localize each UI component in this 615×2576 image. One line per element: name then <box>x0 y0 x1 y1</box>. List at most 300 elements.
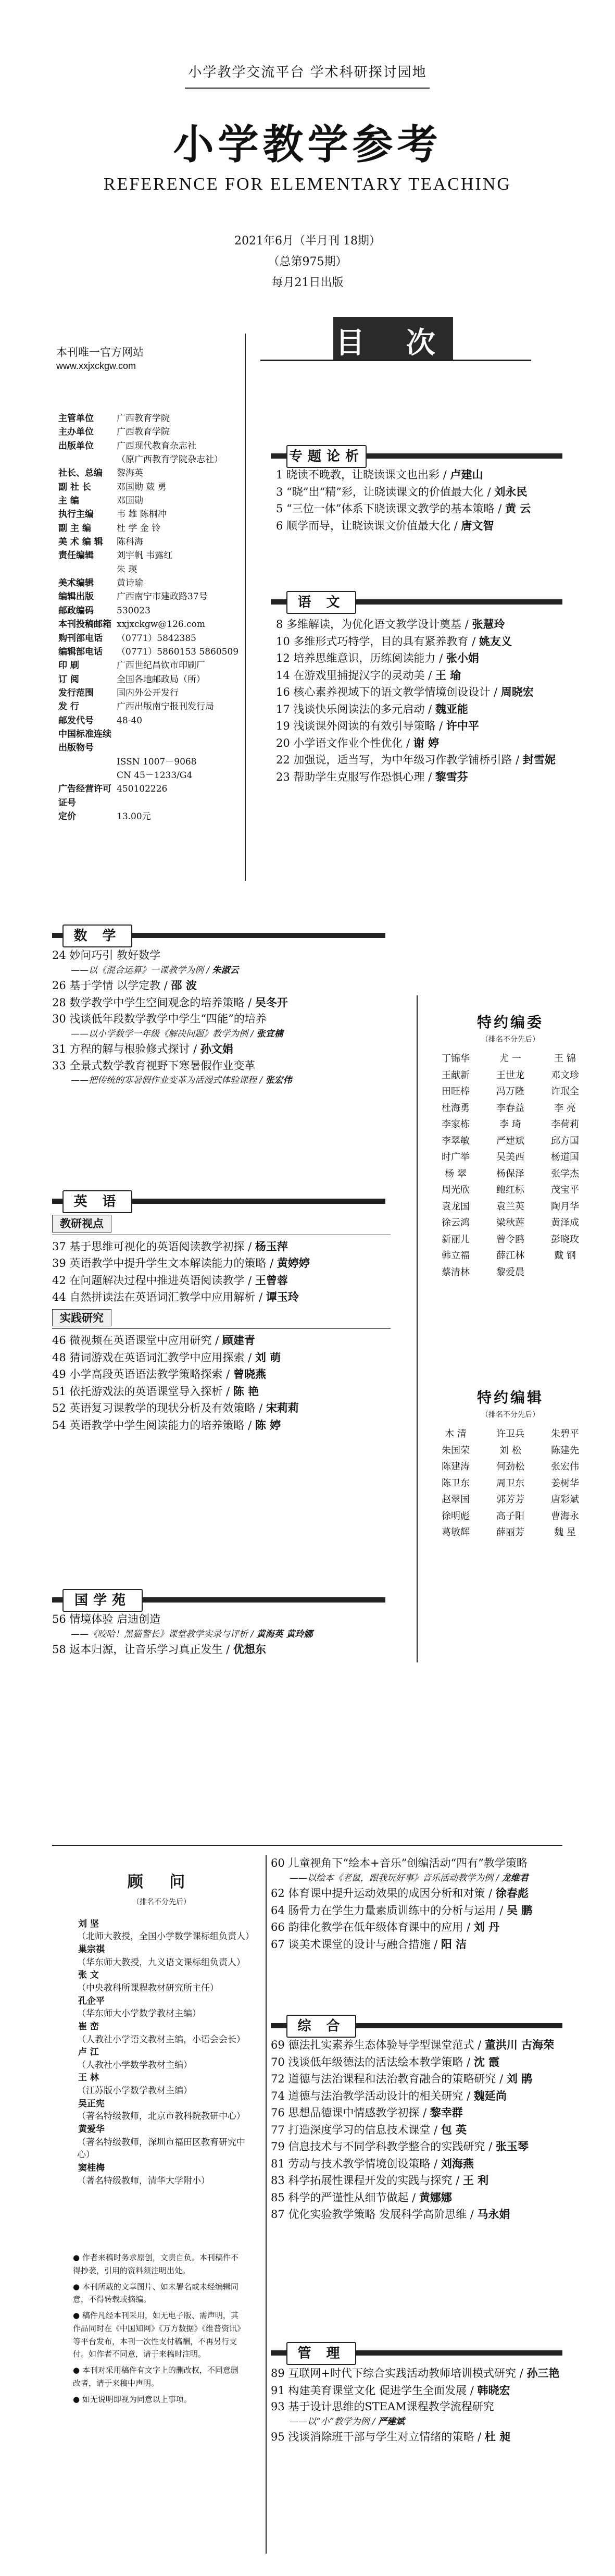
toc-author: 张宜楠 <box>256 1028 283 1039</box>
committee-name: 戴 钢 <box>554 1250 576 1261</box>
committee-name: 李春益 <box>496 1102 524 1114</box>
toc-item[interactable]: 8 多维解读，为优化语文教学设计奠基 / 张慧玲 <box>276 618 505 631</box>
toc-item[interactable]: 85 科学的严谨性从细节做起 / 黄娜娜 <box>271 2190 452 2204</box>
toc-author: 包 英 <box>441 2123 467 2136</box>
toc-item[interactable] <box>52 1058 391 1075</box>
advisor-desc: （著名特级教师，深圳市福田区教育研究中心） <box>77 2137 245 2161</box>
committee-name: 鲍红标 <box>496 1185 524 1195</box>
toc-item[interactable]: 66 韵律化教学在低年级体育课中的应用 / 刘 丹 <box>271 1920 500 1933</box>
committee-name: 韩立福 <box>442 1250 470 1261</box>
toc-item[interactable]: 31 方程的解与根验修式探讨 / 孙文娟 <box>52 1042 233 1055</box>
committee-row <box>440 1051 581 1067</box>
info-row <box>58 576 246 590</box>
toc-subtitle[interactable]: ——以《混合运算》一课教学为例 / 朱淑云 <box>71 965 239 976</box>
toc-author: 张慧玲 <box>472 618 505 631</box>
info-row <box>58 480 246 494</box>
info-value: 朱 瑛 <box>117 564 137 575</box>
info-key: 订 阅 <box>58 674 79 685</box>
info-value: 广西出版南宁报刊发行局 <box>117 701 214 712</box>
toc-list-shuxue <box>52 947 391 1088</box>
toc-item-title: 19 浅谈课外阅读的有效引导策略 <box>276 720 436 732</box>
toc-author: 徐春彪 <box>495 1887 529 1900</box>
toc-author: 宋莉莉 <box>266 1401 299 1414</box>
special-editor-name: 魏 星 <box>554 1527 576 1538</box>
toc-item-title: 3 “晓”出“精”彩，让晓读课文的价值最大化 <box>276 485 484 498</box>
section-banner-shuxue <box>52 928 385 943</box>
toc-author: 刘 萌 <box>255 1350 281 1364</box>
toc-author: 杨玉萍 <box>255 1239 288 1253</box>
toc-item-title: 28 数学教学中学生空间观念的培养策略 <box>52 996 245 1009</box>
toc-subtitle[interactable]: ——把传统的寒暑假作业变革为活漫式体验课程 / 张宏伟 <box>71 1075 292 1086</box>
info-value: 530023 <box>117 605 150 616</box>
toc-author: 严建斌 <box>378 2416 405 2427</box>
info-key: 购刊部电话 <box>58 633 103 644</box>
committee-name: 袁龙国 <box>442 1201 470 1212</box>
toc-item-title: 87 优化实验教学策略 发展科学高阶思维 <box>271 2208 467 2221</box>
toc-item[interactable]: 46 微视频在英语课堂中应用研究 / 顾建青 <box>52 1334 255 1347</box>
section-label: 管 理 <box>286 2342 356 2365</box>
advisor-name: 卢 江 <box>78 2047 99 2058</box>
toc-author: 张小娟 <box>446 651 479 664</box>
special-editor-name: 朱国荣 <box>442 1445 470 1456</box>
toc-item[interactable]: 77 打造深度学习的信息技术课堂 / 包 英 <box>271 2123 467 2136</box>
committee-name: 梁秋莲 <box>496 1217 524 1228</box>
toc-subtitle[interactable]: ——《咬哈！黑猫警长》课堂教学实录与评析 / 黄海英 黄玲娜 <box>71 1629 313 1640</box>
info-key: 邮发代号 <box>58 715 94 726</box>
toc-item-title: 72 道德与法治课程和法治教育融合的策略研究 <box>271 2073 496 2085</box>
committee-name: 田旺棒 <box>442 1086 470 1097</box>
toc-item[interactable]: 37 基于思维可视化的英语阅读教学初探 / 杨玉萍 <box>52 1239 288 1253</box>
toc-item-title: 56 情境体验 启迪创造 <box>52 1613 161 1625</box>
toc-author: 陈 婷 <box>255 1418 281 1432</box>
advisors-block <box>73 1866 254 2187</box>
committee-name: 尤 一 <box>499 1053 521 1064</box>
info-row <box>58 466 246 480</box>
toc-subtitle-text: ——以绘本《老鼠，跟我玩好事》音乐活动教学为例 <box>290 1872 493 1883</box>
subsection-header: 实践研究 <box>52 1309 111 1327</box>
toc-author: 姚友义 <box>479 634 512 648</box>
toc-item[interactable]: 62 体育课中提升运动效果的成因分析和对策 / 徐春彪 <box>271 1887 529 1900</box>
toc-item-title: 39 英语教学中提升学生文本解读能力的策略 <box>52 1257 267 1269</box>
committee-name: 王献新 <box>442 1069 470 1081</box>
section-label: 专题论析 <box>286 445 367 468</box>
info-value: 广西教育学院 <box>117 413 170 424</box>
committee-block <box>427 1011 594 1280</box>
toc-list-guojia <box>52 1611 391 1658</box>
info-key <box>58 755 117 769</box>
toc-item[interactable]: 49 小学高段英语语法教学策略探索 / 曾晓燕 <box>52 1367 266 1381</box>
info-key <box>58 563 117 576</box>
toc-item[interactable]: 28 数学教学中学生空间观念的培养策略 / 吴冬开 <box>52 995 288 1009</box>
committee-name: 王世龙 <box>496 1069 524 1081</box>
info-value: 杜 学 金 铃 <box>117 523 161 534</box>
toc-item[interactable]: 5 “三位一体”体系下晓读课文教学的基本策略 / 黄 云 <box>276 502 531 515</box>
toc-item-title: 74 道德与法治教学活动设计的相关研究 <box>271 2089 463 2102</box>
toc-author: 唐文智 <box>461 519 494 532</box>
toc-item-title: 66 韵律化教学在低年级体育课中的应用 <box>271 1921 463 1933</box>
info-key: 美 术 编 辑 <box>58 537 103 548</box>
toc-item-title: 93 基于设计思维的STEAM课程教学流程研究 <box>271 2400 494 2413</box>
advisor-name: 黄爱华 <box>78 2124 105 2135</box>
advisor-name: 巢宗祺 <box>78 1944 105 1955</box>
info-row <box>58 549 246 562</box>
committee-name: 邓文珍 <box>551 1069 579 1081</box>
toc-item-title: 42 在问题解决过程中推进英语阅读教学 <box>52 1274 245 1287</box>
toc-page-3 <box>0 1845 615 2576</box>
toc-subtitle[interactable]: ——以“小”教学为例 / 严建斌 <box>290 2416 405 2427</box>
toc-author: 黄 云 <box>505 502 531 515</box>
section-banner-yuwen <box>271 594 562 610</box>
toc-item[interactable]: 95 浅谈消除班干部与学生对立情绪的策略 / 杜 昶 <box>271 2430 511 2443</box>
editorial-notes <box>73 2251 245 2409</box>
toc-item-title: 16 核心素养视域下的语文教学情境创设设计 <box>276 686 491 698</box>
toc-author: 顾建青 <box>222 1334 255 1347</box>
committee-name: 徐云鸿 <box>442 1217 470 1228</box>
toc-item[interactable]: 14 在游戏里捕捉汉字的灵动美 / 王 瑜 <box>276 668 461 682</box>
issue-publish-date: 每月21日出版 <box>271 276 344 289</box>
committee-name: 茂宝平 <box>551 1185 579 1195</box>
committee-name: 王 锦 <box>554 1053 576 1064</box>
toc-item[interactable]: 91 构建美育课堂文化 促进学生全面发展 / 韩晓宏 <box>271 2383 510 2397</box>
committee-name: 吴美西 <box>496 1152 524 1163</box>
info-value: 刘宇帆 韦露红 <box>117 550 173 561</box>
info-key <box>58 453 117 466</box>
info-row <box>58 782 246 810</box>
toc-author: 杜 昶 <box>484 2430 511 2443</box>
special-editor-row <box>440 1508 581 1525</box>
toc-item[interactable]: 58 返本归源，让音乐学习真正发生 / 优想东 <box>52 1643 266 1656</box>
toc-item[interactable]: 54 英语教学中学生阅读能力的培养策略 / 陈 婷 <box>52 1418 281 1432</box>
committee-row <box>440 1166 581 1182</box>
toc-author: 沈 霞 <box>473 2055 500 2068</box>
toc-item[interactable]: 64 肠骨力在学生力量素质训练中的分析与运用 / 吴 鹏 <box>271 1903 533 1917</box>
info-key: 定价 <box>58 811 76 822</box>
column-divider <box>266 1855 267 2554</box>
toc-author: 刘海燕 <box>441 2156 474 2170</box>
committee-row <box>440 1067 581 1084</box>
toc-item[interactable]: 22 加强说，适当写，为中年级习作教学铺桥引路 / 封雪妮 <box>276 753 556 766</box>
toc-author: 张玉琴 <box>495 2140 529 2153</box>
toc-item-title: 83 科学拓展性课程开发的实践与探究 <box>271 2174 453 2187</box>
info-row <box>58 645 246 659</box>
special-editor-name: 赵翠国 <box>442 1494 470 1505</box>
toc-title-banner <box>333 317 453 360</box>
info-value: 450102226 <box>117 784 168 795</box>
info-key: 广告经营许可证号 <box>58 784 111 808</box>
special-editor-name: 何劲松 <box>496 1461 524 1472</box>
toc-item[interactable]: 23 帮助学生克服写作恐惧心理 / 黎雪芬 <box>276 770 468 783</box>
info-row <box>58 508 246 521</box>
section-label: 数 学 <box>62 925 132 947</box>
toc-item[interactable]: 6 顺学而导，让晓读课文价值最大化 / 唐文智 <box>276 519 494 532</box>
committee-row <box>440 1231 581 1248</box>
toc-item[interactable]: 16 核心素养视域下的语文教学情境创设设计 / 周晓宏 <box>276 685 534 698</box>
toc-item[interactable]: 39 英语教学中提升学生文本解读能力的策略 / 黄婷婷 <box>52 1256 310 1269</box>
toc-item[interactable]: 52 英语复习课教学的现状分析及有效策略 / 宋莉莉 <box>52 1401 299 1414</box>
toc-item[interactable]: 26 基于学情 以学定教 / 邵 波 <box>52 979 197 992</box>
toc-subtitle-text: ——《咬哈！黑猫警长》课堂教学实录与评析 <box>71 1629 248 1640</box>
special-editor-row <box>440 1475 581 1492</box>
info-value: 邓国勋 葳 勇 <box>117 482 167 492</box>
toc-item-title: 37 基于思维可视化的英语阅读教学初探 <box>52 1240 245 1253</box>
toc-author: 许中平 <box>446 719 479 732</box>
info-value: （原广西教育学院杂志社） <box>117 454 223 465</box>
slogan: 小学教学交流平台 学术科研探讨园地 <box>188 65 427 80</box>
toc-item[interactable]: 72 道德与法治课程和法治教育融合的策略研究 / 刘 鹃 <box>271 2072 533 2085</box>
toc-item[interactable]: 83 科学拓展性课程开发的实践与探究 / 王 利 <box>271 2174 489 2187</box>
toc-author: 刘 鹃 <box>506 2072 533 2085</box>
committee-name: 陶月华 <box>551 1201 579 1212</box>
toc-item-title: 54 英语教学中学生阅读能力的培养策略 <box>52 1419 245 1432</box>
info-key: 邮政编码 <box>58 605 94 616</box>
toc-author: 朱淑云 <box>212 965 239 976</box>
info-row <box>58 590 246 603</box>
advisor-desc: （著名特级教师，北京市教科院教研中心） <box>77 2111 245 2122</box>
toc-list-arts <box>271 1855 594 1953</box>
magazine-title: 小学教学参考 <box>173 121 442 168</box>
special-editor-row <box>440 1443 581 1459</box>
advisor-desc: （北师大教授，全国小学数学课标组负责人） <box>77 1931 254 1942</box>
toc-item[interactable] <box>271 2399 594 2415</box>
toc-item-title: 67 谈美术课堂的设计与融合措施 <box>271 1938 431 1951</box>
toc-author: 吴 鹏 <box>506 1903 533 1917</box>
issue-total: （总第975期） <box>268 255 347 268</box>
toc-item[interactable]: 70 浅谈低年级德法的活法绘本教学策略 / 沈 霞 <box>271 2055 500 2068</box>
toc-item[interactable]: 74 道德与法治教学活动设计的相关研究 / 魏延尚 <box>271 2089 507 2102</box>
magazine-title-en: REFERENCE FOR ELEMENTARY TEACHING <box>104 175 511 194</box>
info-row <box>58 686 246 700</box>
toc-item[interactable]: 51 依托游戏法的英语课堂导入探析 / 陈 艳 <box>52 1384 259 1398</box>
section-label: 国学苑 <box>62 1589 143 1612</box>
toc-item-title: 14 在游戏里捕捉汉字的灵动美 <box>276 669 425 682</box>
info-key <box>58 769 117 782</box>
toc-item[interactable] <box>52 1011 391 1028</box>
committee-name: 李家栋 <box>442 1119 470 1130</box>
toc-author: 周晓宏 <box>500 685 534 698</box>
toc-item[interactable]: 42 在问题解决过程中推进英语阅读教学 / 王曾蓉 <box>52 1273 288 1287</box>
toc-item[interactable]: 48 猜词游戏在英语词汇教学中应用探索 / 刘 萌 <box>52 1350 281 1364</box>
committee-name: 薛江林 <box>496 1250 524 1261</box>
subsection-header-line <box>52 1306 391 1329</box>
advisor-desc: （华东师大教授，九义语文课标组负责人） <box>77 1957 245 1968</box>
special-editor-name: 郭芳芳 <box>496 1494 524 1505</box>
committee-note: （排名不分先后） <box>481 1036 539 1044</box>
info-row <box>58 535 246 549</box>
toc-author: 谢 婷 <box>413 736 440 749</box>
info-value: xxjxckgw@126.com <box>117 619 206 630</box>
info-key: 主办单位 <box>58 427 94 438</box>
info-key: 主管单位 <box>58 413 94 424</box>
committee-row <box>440 1100 581 1117</box>
toc-item[interactable] <box>52 947 391 964</box>
toc-item-title: 49 小学高段英语语法教学策略探索 <box>52 1368 223 1381</box>
toc-item[interactable]: 79 信息技术与不同学科教学整合的实践研究 / 张玉琴 <box>271 2140 529 2153</box>
toc-list-zonghe <box>271 2037 594 2223</box>
info-value: （0771）5860153 5860509 <box>117 646 239 657</box>
toc-author: 魏延尚 <box>473 2089 507 2102</box>
section-banner-guojia <box>52 1592 385 1608</box>
toc-item-title: 77 打造深度学习的信息技术课堂 <box>271 2123 431 2136</box>
committee-name: 袁兰英 <box>496 1201 524 1212</box>
toc-item-title: 79 信息技术与不同学科教学整合的实践研究 <box>271 2140 485 2153</box>
toc-list-yingyu <box>52 1212 391 1434</box>
publication-info <box>58 412 246 823</box>
toc-author: 优想东 <box>233 1643 266 1656</box>
toc-author: 吴冬开 <box>255 995 288 1009</box>
toc-item-title: 20 小学语文作业个性优化 <box>276 736 403 749</box>
info-row <box>58 425 246 439</box>
info-row <box>58 494 246 508</box>
toc-author: 卢建山 <box>450 468 483 481</box>
info-key: 执行主编 <box>58 509 94 520</box>
toc-subtitle[interactable]: ——以绘本《老鼠，跟我玩好事》音乐活动教学为例 / 龙维君 <box>290 1872 529 1883</box>
cover-header <box>0 0 615 907</box>
special-editor-name: 陈建先 <box>551 1445 579 1456</box>
toc-subtitle-text: ——把传统的寒暑假作业变革为活漫式体验课程 <box>71 1075 257 1086</box>
toc-item[interactable]: 17 浅谈快乐阅读法的多元启动 / 魏亚能 <box>276 702 468 716</box>
toc-item-title: 8 多维解读，为优化语文教学设计奠基 <box>276 618 462 631</box>
toc-author: 邵 波 <box>171 979 197 992</box>
website-label: 本刊唯一官方网站 <box>56 346 144 359</box>
info-value: 广西现代教育杂志社 <box>117 440 196 451</box>
toc-item-title: 64 肠骨力在学生力量素质训练中的分析与运用 <box>271 1904 496 1917</box>
info-value: 韦 雄 陈桐冲 <box>117 509 167 520</box>
advisor-name: 刘 坚 <box>78 1918 99 1929</box>
subsection-header: 教研视点 <box>52 1215 111 1232</box>
advisor-name: 窦桂梅 <box>78 2162 105 2173</box>
toc-list-yuwen <box>276 616 599 785</box>
special-editor-name: 朱碧平 <box>551 1428 579 1439</box>
toc-item[interactable]: 12 培养思维意识，历练阅读能力 / 张小娟 <box>276 651 479 664</box>
special-editor-row <box>440 1459 581 1475</box>
toc-item[interactable]: 89 互联网+时代下综合实践活动教师培训模式研究 / 孙三艳 <box>271 2367 560 2380</box>
special-editor-name: 葛敏辉 <box>442 1527 470 1538</box>
toc-item[interactable]: 76 思想品德课中情感教学初探 / 黎幸群 <box>271 2106 463 2119</box>
info-row <box>58 439 246 453</box>
info-row <box>58 618 246 631</box>
toc-item-title: 23 帮助学生克服写作恐惧心理 <box>276 770 425 783</box>
section-label: 语 文 <box>286 591 356 614</box>
info-key: 本刊投稿邮箱 <box>58 619 111 630</box>
advisor-desc: （著名特级教师，清华大学附小） <box>77 2175 210 2186</box>
toc-author: 王 利 <box>462 2174 489 2187</box>
committee-row <box>440 1182 581 1199</box>
editorial-note: ● 本刊对采用稿件有文字上的删改权，不同意删改者，请于来稿中声明。 <box>73 2365 239 2388</box>
info-key: 中国标准连续出版物号 <box>58 729 111 754</box>
toc-author: 黎幸群 <box>430 2106 463 2119</box>
info-value: 邓国勋 <box>117 496 143 507</box>
advisor-name: 吴正宪 <box>78 2098 105 2109</box>
toc-author: 张宏伟 <box>265 1075 292 1086</box>
committee-name: 丁锦华 <box>442 1053 470 1064</box>
advisor-desc: （华东师大小学数学教材主编） <box>77 2008 201 2019</box>
toc-author: 龙维君 <box>501 1872 529 1883</box>
toc-item-title: 48 猜词游戏在英语词汇教学中应用探索 <box>52 1351 245 1364</box>
info-key: 责任编辑 <box>58 550 94 561</box>
toc-author: 阳 洁 <box>441 1937 467 1951</box>
special-editor-name: 薛丽芳 <box>496 1527 524 1538</box>
committee-name: 严建斌 <box>496 1135 524 1147</box>
toc-author: 魏亚能 <box>435 702 468 716</box>
committee-name: 曾令鸥 <box>496 1234 524 1245</box>
special-editor-row <box>440 1426 581 1443</box>
toc-author: 孙三艳 <box>526 2367 560 2380</box>
info-value: 13.00元 <box>117 811 151 822</box>
toc-author: 董洪川 古海荣 <box>484 2038 555 2051</box>
info-row <box>58 453 246 466</box>
info-row <box>58 673 246 686</box>
info-row <box>58 810 246 823</box>
toc-author: 韩晓宏 <box>477 2383 510 2397</box>
committee-name: 邱方国 <box>551 1135 579 1147</box>
advisor-name: 张 文 <box>78 1970 99 1981</box>
toc-author: 黎雪芬 <box>435 770 468 783</box>
section-label: 英 语 <box>62 1190 132 1213</box>
special-editor-name: 周卫东 <box>496 1477 524 1489</box>
advisor-desc: （江苏版小学数学教材主编） <box>77 2086 192 2097</box>
toc-item[interactable]: 20 小学语文作业个性优化 / 谢 婷 <box>276 736 440 749</box>
toc-item-title: 26 基于学情 以学定教 <box>52 979 161 992</box>
toc-item[interactable]: 10 多维形式巧特学，目的具有紧养教育 / 姚友义 <box>276 634 512 648</box>
advisor-desc: （中央教科所课程教材研究所主任） <box>77 1983 219 1993</box>
toc-item-title: 89 互联网+时代下综合实践活动教师培训模式研究 <box>271 2367 516 2380</box>
info-value: 黎海英 <box>117 468 143 479</box>
info-value <box>117 728 246 755</box>
special-editor-name: 张宏伟 <box>551 1461 579 1472</box>
info-row <box>58 728 246 755</box>
toc-item[interactable]: 67 谈美术课堂的设计与融合措施 / 阳 洁 <box>271 1937 467 1951</box>
toc-item[interactable] <box>271 1855 594 1872</box>
toc-item-title: 95 浅谈消除班干部与学生对立情绪的策略 <box>271 2431 474 2443</box>
toc-item-title: 85 科学的严谨性从细节做起 <box>271 2191 409 2204</box>
info-key: 美术编辑 <box>58 578 94 589</box>
toc-author: 谭玉玲 <box>266 1290 299 1303</box>
toc-item-title: 12 培养思维意识，历练阅读能力 <box>276 652 436 664</box>
page-rule <box>52 1845 562 1846</box>
special-editor-name: 曹海永 <box>551 1510 579 1522</box>
toc-subtitle-text: ——以《混合运算》一课教学为例 <box>71 965 204 976</box>
committee-row <box>440 1116 581 1133</box>
toc-item[interactable]: 19 浅谈课外阅读的有效引导策略 / 许中平 <box>276 719 479 732</box>
info-row <box>58 714 246 728</box>
special-editor-row <box>440 1492 581 1508</box>
editorial-note: ● 如无说明即视为同意以上事项。 <box>73 2394 192 2404</box>
toc-item[interactable]: 81 劳动与技术教学情境创设策略 / 刘海燕 <box>271 2156 474 2170</box>
toc-item[interactable]: 69 德法扎实素养生态体验导学型课堂范式 / 董洪川 古海荣 <box>271 2038 555 2051</box>
info-key: 编辑部电话 <box>58 646 103 657</box>
toc-author: 马永娟 <box>477 2208 510 2221</box>
toc-item-title: 69 德法扎实素养生态体验导学型课堂范式 <box>271 2039 474 2051</box>
committee-name: 彭晓玫 <box>551 1234 579 1245</box>
toc-item[interactable]: 87 优化实验教学策略 发展科学高阶思维 / 马永娟 <box>271 2208 510 2221</box>
toc-page-2 <box>0 907 615 1845</box>
committee-name: 张学杰 <box>551 1168 579 1179</box>
toc-title: 目 次 <box>335 326 451 360</box>
toc-list-guanli <box>271 2365 594 2446</box>
toc-item[interactable] <box>52 1611 391 1628</box>
info-row <box>58 412 246 425</box>
info-row <box>58 632 246 645</box>
toc-item[interactable]: 3 “晓”出“精”彩，让晓读课文的价值最大化 / 刘永民 <box>276 485 528 498</box>
editorial-note: ● 稿件凡经本刊采用，如无电子版、需声明，其作品同时在《中国知网》《万方数据》《维普资讯》等平台发布，本刊一次性支付稿酬，不再另行支付。如作者不同意，请于来稿时注明。 <box>73 2311 245 2359</box>
toc-item[interactable]: 1 晓读不晚教，让晓读课文也出彩 / 卢建山 <box>276 468 483 481</box>
info-value: 广西世纪昌钦市印刷厂 <box>117 660 205 671</box>
website-link[interactable]: www.xxjxckgw.com <box>56 361 136 371</box>
toc-subtitle[interactable]: ——以小学数学一年级《解决问题》教学为例 / 张宜楠 <box>71 1028 283 1039</box>
committee-name: 黎爱晨 <box>496 1266 524 1278</box>
toc-item[interactable]: 44 自然拼读法在英语词汇教学中应用解析 / 谭玉玲 <box>52 1290 299 1303</box>
info-value: 黄诗瑜 <box>117 578 143 589</box>
